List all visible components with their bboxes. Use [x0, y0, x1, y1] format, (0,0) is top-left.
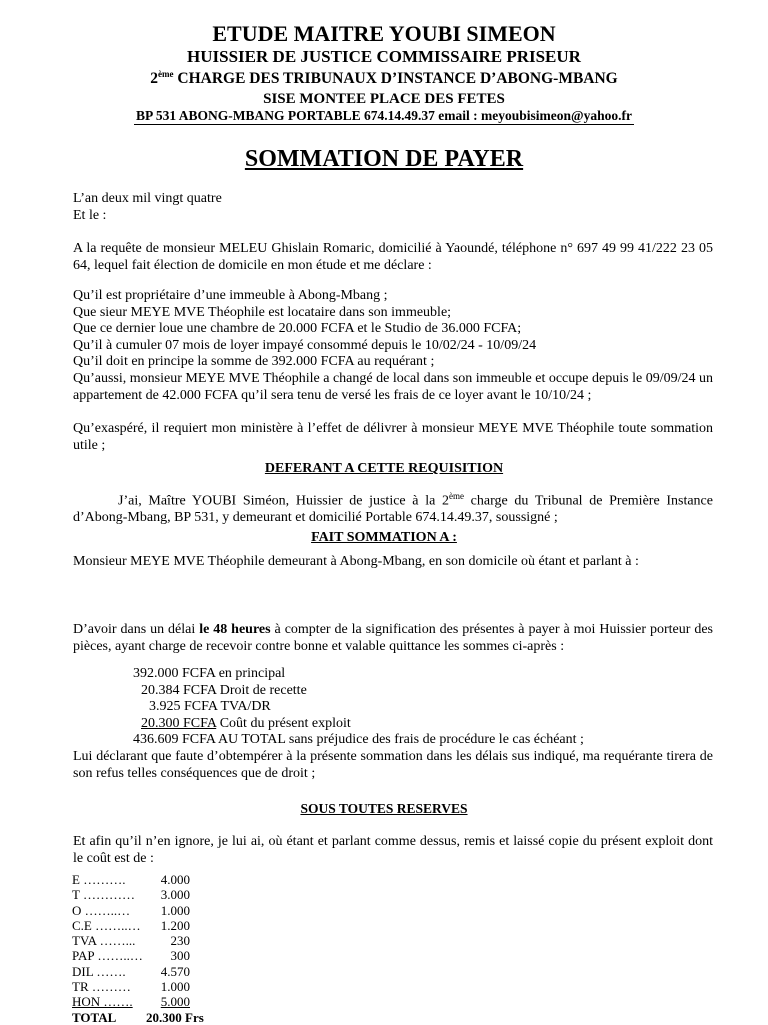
- header-contact-text: BP 531 ABONG-MBANG PORTABLE 674.14.49.37 email : meyoubisimeon@yahoo.fr: [136, 108, 632, 123]
- cost-value: 1.000: [160, 902, 190, 918]
- declaration-exaspere: Qu’exaspéré, il requiert mon ministère à l’effet de délivrer à monsieur MEYE MVE Théophile toute sommation utile ;: [73, 421, 713, 453]
- cost-value: 1.000: [160, 979, 190, 995]
- cost-row: [72, 994, 204, 1009]
- amount-row: [73, 699, 584, 716]
- cost-label: TVA ……...: [72, 933, 136, 949]
- cost-value: 4.570: [160, 963, 190, 979]
- cost-row: [72, 933, 204, 948]
- header-etude: ETUDE MAITRE YOUBI SIMEON: [212, 21, 556, 46]
- document-title: SOMMATION DE PAYER: [244, 146, 524, 172]
- amount-label: TVA/DR: [217, 699, 271, 714]
- jai-paragraph: [73, 488, 713, 527]
- header-charge-sup: ème: [158, 69, 174, 79]
- amount-label: AU TOTAL sans préjudice des frais de procédure le cas échéant ;: [215, 732, 584, 747]
- amount-value: 3.925 FCFA: [149, 699, 218, 714]
- declaration-item: Qu’il est propriétaire d’une immeuble à Abong-Mbang ;: [73, 288, 388, 303]
- cost-row: [72, 979, 204, 994]
- section-deferant: DEFERANT A CETTE REQUISITION: [264, 461, 504, 476]
- cost-table: [72, 872, 204, 1025]
- intro-et-le: Et le :: [73, 207, 107, 223]
- amount-value: 392.000 FCFA: [133, 666, 216, 681]
- amount-label: Coût du présent exploit: [216, 715, 351, 731]
- header-charge: [0, 70, 768, 87]
- declaration-aussi: Qu’aussi, monsieur MEYE MVE Théophile a changé de local dans son immeuble et occupe depuis le 09/09/24 un appartement de 42.000 FCFA qu’il sera tenu de versé les frais de ce loyer avant le 10/10/24 ;: [73, 371, 713, 403]
- declaration-item: Qu’il à cumuler 07 mois de loyer impayé consommé depuis le 10/02/24 - 10/09/24: [73, 337, 537, 353]
- amount-label: en principal: [215, 666, 286, 681]
- cost-row: [72, 964, 204, 979]
- cost-label: HON …….: [72, 994, 133, 1010]
- section-reserves: SOUS TOUTES RESERVES: [300, 801, 468, 816]
- cost-label: TR ………: [72, 979, 131, 995]
- cost-row: [72, 887, 204, 902]
- cost-row: [72, 872, 204, 887]
- cost-row: [72, 948, 204, 963]
- cost-value: 3.000: [160, 887, 190, 903]
- header-address: SISE MONTEE PLACE DES FETES: [263, 91, 505, 107]
- amount-value: 20.384 FCFA: [141, 682, 217, 698]
- jai-text-start: J’ai, Maître YOUBI Siméon, Huissier de justice à la 2: [118, 493, 449, 509]
- cost-label: DIL …….: [72, 963, 126, 979]
- header-huissier: HUISSIER DE JUSTICE COMMISSAIRE PRISEUR: [187, 47, 581, 66]
- jai-sup: ème: [449, 491, 464, 501]
- requete-paragraph: A la requête de monsieur MELEU Ghislain Romaric, domicilié à Yaoundé, téléphone n° 697 49 99 41/222 23 05 64, lequel fait élection de domicile en mon étude et me déclare :: [73, 241, 713, 273]
- cost-value: 4.000: [160, 872, 190, 887]
- delai-text-start: D’avoir dans un délai: [73, 622, 200, 637]
- amount-row: [73, 666, 584, 683]
- header-charge-text: CHARGE DES TRIBUNAUX D’INSTANCE D’ABONG-MBANG: [173, 70, 618, 88]
- cost-total-row: [72, 1010, 204, 1025]
- cost-label: T …………: [72, 887, 135, 903]
- cost-total-label: TOTAL: [72, 1009, 117, 1025]
- amounts-list: [73, 666, 584, 749]
- intro-date: L’an deux mil vingt quatre: [73, 191, 222, 206]
- amount-row: [73, 683, 584, 700]
- cost-label: C.E ……..…: [72, 917, 141, 933]
- declaration-item: Que ce dernier loue une chambre de 20.000 FCFA et le Studio de 36.000 FCFA;: [73, 321, 522, 336]
- cost-value: 300: [170, 948, 190, 964]
- afin-paragraph: Et afin qu’il n’en ignore, je lui ai, où étant et parlant comme dessus, remis et laissé copie du présent exploit dont le coût est de :: [73, 834, 713, 866]
- cost-row: [72, 918, 204, 933]
- amount-row: [73, 716, 584, 733]
- amount-value: 20.300 FCFA: [141, 715, 217, 731]
- section-fait-sommation: FAIT SOMMATION A :: [311, 530, 457, 545]
- cost-row: [72, 903, 204, 918]
- cost-value: 1.200: [160, 917, 190, 933]
- amount-value: 436.609 FCFA: [133, 732, 216, 747]
- cost-total-value: 20.300 Frs: [146, 1009, 204, 1025]
- cost-value: 230: [170, 933, 190, 949]
- intro-block: [73, 191, 713, 224]
- amount-label: Droit de recette: [216, 682, 307, 698]
- destinataire: Monsieur MEYE MVE Théophile demeurant à Abong-Mbang, en son domicile où étant et parlant à :: [73, 554, 639, 569]
- delai-bold: le 48 heures: [199, 622, 271, 637]
- header-contact: [0, 109, 768, 124]
- cost-label: O ……..…: [72, 902, 131, 918]
- delai-paragraph: [73, 622, 713, 655]
- declaration-item: Que sieur MEYE MVE Théophile est locataire dans son immeuble;: [73, 304, 452, 320]
- lui-declarant: Lui déclarant que faute d’obtempérer à la présente sommation dans les délais sus indiqué, ma requérante tirera de son refus telles conséquences que de droit ;: [73, 749, 713, 781]
- declarations-block: [73, 288, 713, 371]
- cost-label: PAP ……..…: [72, 948, 143, 964]
- declaration-item: Qu’il doit en principe la somme de 392.000 FCFA au requérant ;: [73, 354, 435, 369]
- jai-text-end: charge du Tribunal de Première Instance d’Abong-Mbang, BP 531, y demeurant et domicilié Portable 674.14.49.37, soussigné ;: [73, 493, 713, 526]
- cost-label: E ……….: [72, 872, 126, 887]
- header-charge-number: 2: [150, 70, 158, 88]
- cost-value: 5.000: [160, 994, 190, 1010]
- amount-row: [73, 732, 584, 749]
- delai-text-end: à compter de la signification des présentes à payer à moi Huissier porteur des pièces, ayant charge de recevoir contre bonne et valable quittance les sommes ci-après :: [73, 622, 713, 654]
